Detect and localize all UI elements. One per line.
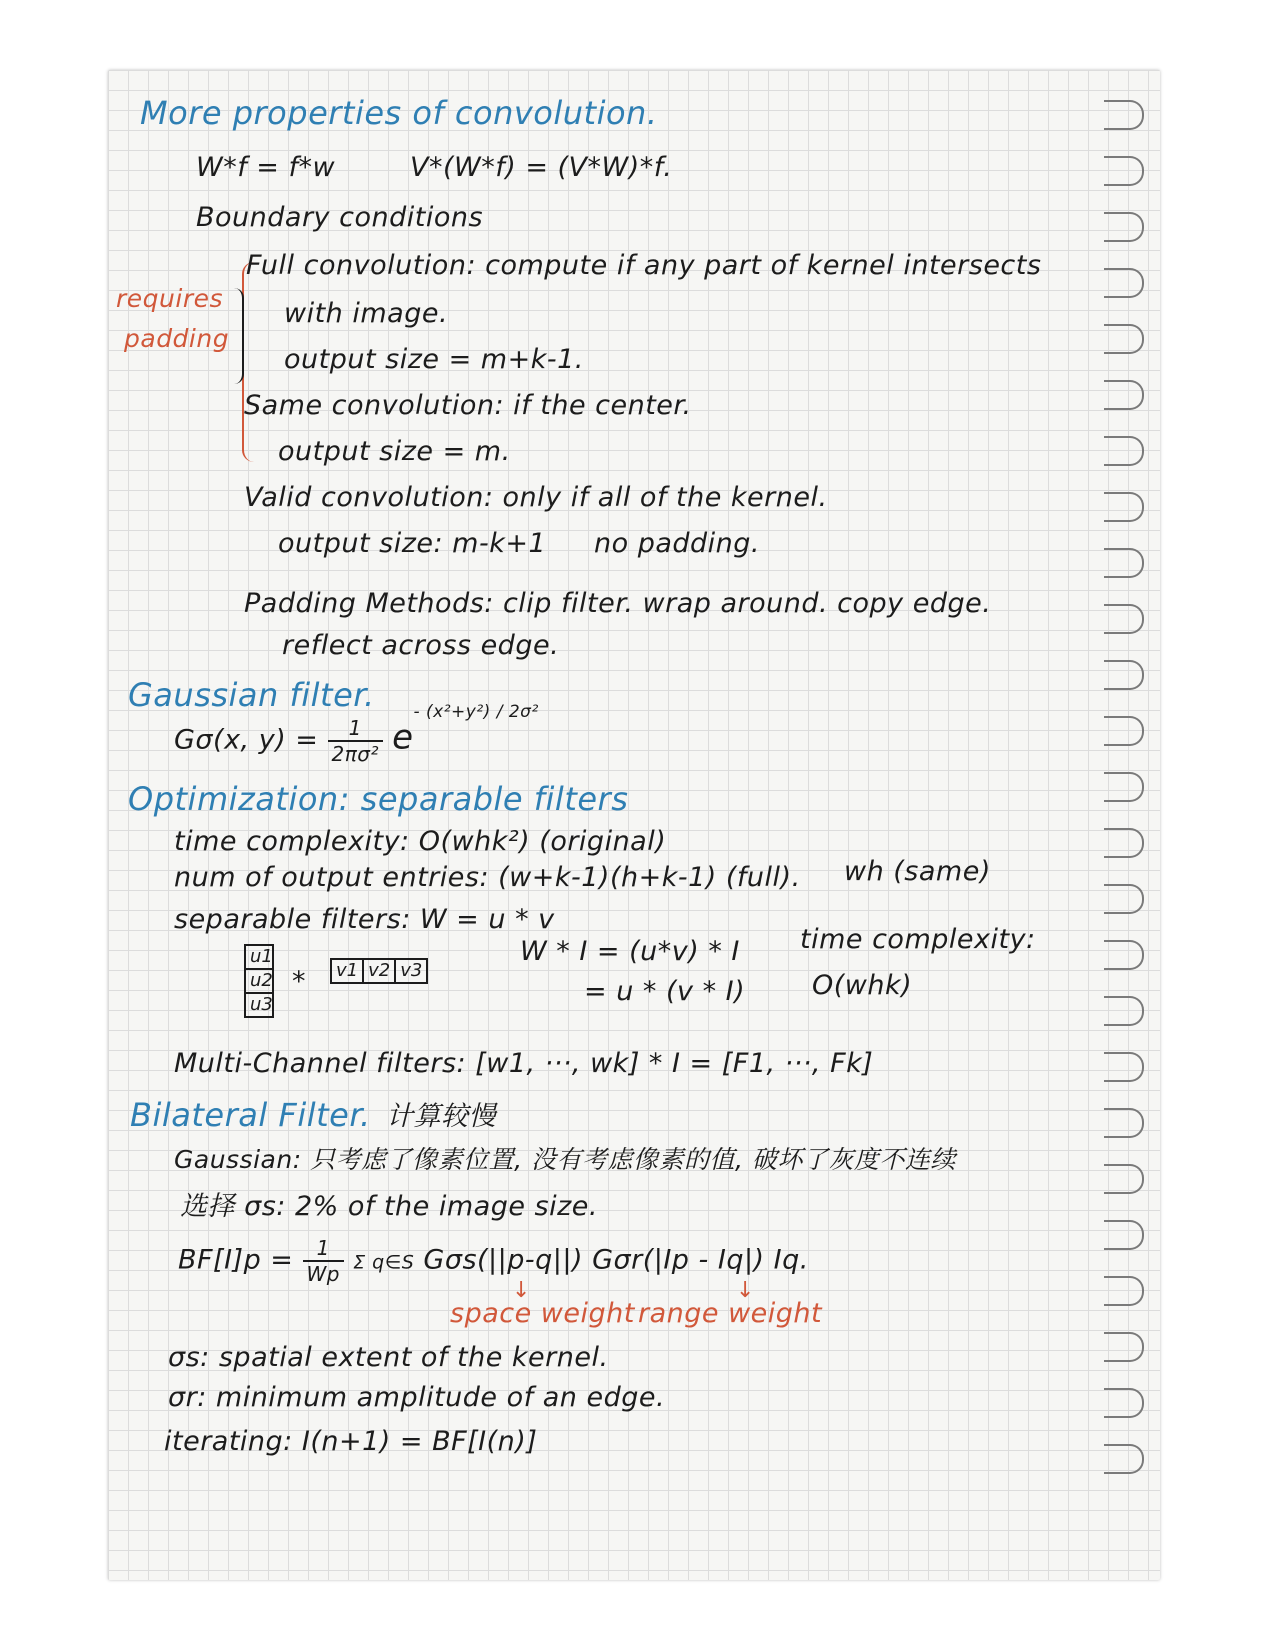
bilateral-note: 计算较慢 — [386, 1101, 496, 1132]
gaussian-lhs: Gσ(x, y) = — [174, 724, 319, 756]
convolution-star: * — [292, 966, 306, 997]
same-entries-note: wh (same) — [844, 856, 991, 887]
binding-ring — [1104, 324, 1144, 354]
time-complexity-label: time complexity: — [800, 924, 1036, 955]
choose-sigma-s: 选择 σs: 2% of the image size. — [180, 1191, 598, 1222]
binding-ring — [1104, 1332, 1144, 1362]
space-weight-arrow-icon: ↓ — [512, 1278, 531, 1303]
num-output-entries: num of output entries: (w+k-1)(h+k-1) (full). — [174, 862, 801, 893]
binding-ring — [1104, 1052, 1144, 1082]
full-convolution-cont: with image. — [284, 298, 449, 329]
binding-ring — [1104, 772, 1144, 802]
boundary-conditions: Boundary conditions — [196, 202, 484, 233]
binding-ring — [1104, 492, 1144, 522]
v-row-vector — [332, 958, 428, 984]
time-complexity-original: time complexity: O(whk²) (original) — [174, 826, 667, 857]
separable-definition: separable filters: W = u * v — [174, 904, 555, 935]
commutative-property: W*f = f*w — [196, 152, 336, 183]
binding-ring — [1104, 268, 1144, 298]
bf-num: 1 — [303, 1236, 344, 1262]
padding-methods: Padding Methods: clip filter. wrap around. copy edge. — [244, 588, 992, 619]
separable-eq-2: = u * (v * I) — [584, 976, 746, 1007]
v1-cell: v1 — [330, 958, 364, 984]
gaussian-den: 2πσ² — [331, 742, 379, 766]
u3-cell: u3 — [244, 992, 274, 1018]
gaussian-limitation: Gaussian: 只考虑了像素位置, 没有考虑像素的值, 破坏了灰度不连续 — [174, 1145, 956, 1174]
binding-ring — [1104, 996, 1144, 1026]
valid-output-size: output size: m-k+1 — [278, 528, 547, 559]
binding-ring — [1104, 100, 1144, 130]
heading-convolution: More properties of convolution. — [140, 94, 658, 132]
binding-ring — [1104, 940, 1144, 970]
binding-ring — [1104, 156, 1144, 186]
multi-channel-filters: Multi-Channel filters: [w1, ···, wk] * I = [F1, ···, Fk] — [174, 1048, 874, 1079]
range-weight-label: range weight — [638, 1298, 823, 1329]
u1-cell: u1 — [244, 944, 274, 970]
gaussian-exponent: - (x²+y²) / 2σ² — [413, 702, 539, 722]
binding-ring — [1104, 380, 1144, 410]
heading-gaussian: Gaussian filter. — [128, 676, 375, 714]
binding-ring — [1104, 212, 1144, 242]
binding-ring — [1104, 604, 1144, 634]
binding-ring — [1104, 548, 1144, 578]
side-note-padding: padding — [124, 324, 230, 353]
associative-property: V*(W*f) = (V*W)*f. — [410, 152, 673, 183]
range-weight-arrow-icon: ↓ — [736, 1278, 755, 1303]
binding-ring — [1104, 1108, 1144, 1138]
v2-cell: v2 — [362, 958, 396, 984]
space-weight-label: space weight — [450, 1298, 635, 1329]
binding-ring — [1104, 1444, 1144, 1474]
valid-convolution: Valid convolution: only if all of the kernel. — [244, 482, 828, 513]
requires-padding-brace — [232, 288, 244, 384]
full-output-size: output size = m+k-1. — [284, 344, 584, 375]
side-note-requires: requires — [116, 284, 224, 313]
separable-eq-1: W * I = (u*v) * I — [520, 936, 740, 967]
padding-methods-cont: reflect across edge. — [282, 630, 560, 661]
binding-ring — [1104, 1276, 1144, 1306]
bilateral-formula — [178, 1236, 809, 1286]
gaussian-fraction — [328, 716, 383, 766]
full-convolution: Full convolution: compute if any part of kernel intersects — [246, 250, 1042, 281]
orange-brace — [242, 262, 258, 462]
same-convolution: Same convolution: if the center. — [244, 390, 692, 421]
binding-ring — [1104, 1164, 1144, 1194]
heading-optimization: Optimization: separable filters — [128, 780, 629, 818]
binding-ring — [1104, 884, 1144, 914]
spiral-binding — [1104, 100, 1164, 1540]
time-complexity-value: O(whk) — [812, 970, 913, 1001]
sigma-s-definition: σs: spatial extent of the kernel. — [168, 1342, 609, 1373]
binding-ring — [1104, 828, 1144, 858]
bf-sum: Σ q∈S — [353, 1251, 415, 1274]
bf-den: Wp — [306, 1262, 341, 1286]
binding-ring — [1104, 716, 1144, 746]
gaussian-base: e — [392, 717, 414, 758]
u-column-vector — [244, 946, 274, 1018]
binding-ring — [1104, 1388, 1144, 1418]
v3-cell: v3 — [394, 958, 428, 984]
binding-ring — [1104, 660, 1144, 690]
bf-rhs: Gσs(||p-q||) Gσr(|Ip - Iq|) Iq. — [423, 1244, 809, 1276]
sigma-r-definition: σr: minimum amplitude of an edge. — [168, 1382, 666, 1413]
gaussian-num: 1 — [328, 716, 383, 742]
bf-lhs: BF[I]p = — [178, 1244, 294, 1276]
binding-ring — [1104, 1220, 1144, 1250]
same-output-size: output size = m. — [278, 436, 511, 467]
binding-ring — [1104, 436, 1144, 466]
iterating-formula: iterating: I(n+1) = BF[I(n)] — [164, 1426, 538, 1457]
heading-bilateral: Bilateral Filter. — [130, 1096, 371, 1134]
bf-fraction — [303, 1236, 344, 1286]
u2-cell: u2 — [244, 968, 274, 994]
no-padding-note: no padding. — [594, 528, 761, 559]
